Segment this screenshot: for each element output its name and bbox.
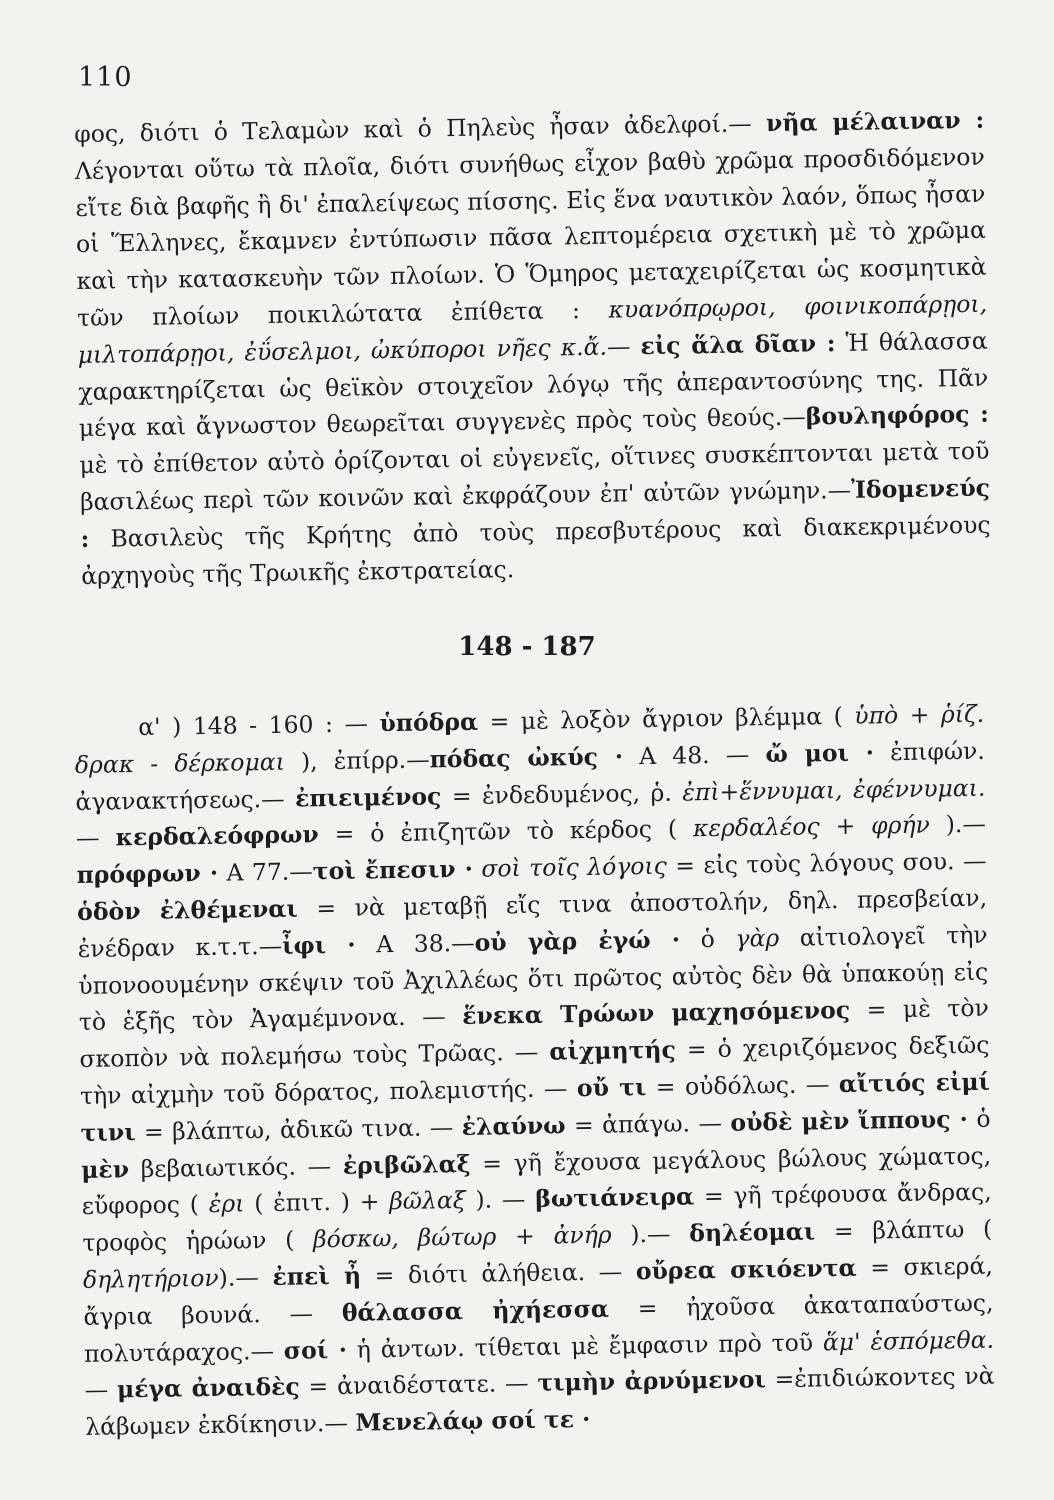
lemma: αἰχμητής <box>549 1035 677 1066</box>
text-run: = βλάπτω ( <box>833 1214 993 1246</box>
text-run: = μὲ τὸν σκοπὸν νὰ πολεμήσω τοὺς Τρῶας. — <box>79 994 989 1074</box>
lemma: σοί · <box>283 1335 348 1365</box>
text-run: ἡ ἀντων. τίθεται μὲ ἔμφασιν πρὸ τοῦ <box>356 1328 814 1364</box>
lemma: πρόφρων · <box>76 858 219 890</box>
text-run: — <box>75 824 100 853</box>
text-run: = ὁ χειριζόμενος δεξιῶς τὴν αἰχμὴν τοῦ δόρατος, πολεμιστής. — <box>79 1030 990 1110</box>
lemma: οὔρεα σκιόεντα <box>635 1253 857 1286</box>
text-run: = διότι ἀλήθεια. — <box>374 1257 623 1290</box>
text-run: Λέγονται οὕτω τὰ πλοῖα, διότι συνήθως εἶχον βαθὺ χρῶμα προσδιδόμενον εἴτε διὰ βαφῆς ἢ δι' ἐπαλείψεως πίσσης. Εἰς ἕνα ναυτικὸν λαόν, ὅπως ἦσαν οἱ Ἕλληνες, ἔκαμνεν ἐντύπωσιν πᾶσα λεπτομέρεια σχετικὴ μὲ τὸ χρῶμα καὶ τὴν κατασκευὴν τῶν πλοίων. Ὁ Ὅμηρος μεταχειρίζεται ὡς κοσμητικὰ τῶν πλοίων ποικιλώτατα ἐπίθετα : <box>74 142 987 332</box>
italic-run: κερδαλέος + φρήν <box>692 810 931 843</box>
text-run: = εἰς τοὺς λόγους σου. — <box>675 846 987 880</box>
text-run: = ἀναιδέστατε. — <box>308 1369 529 1401</box>
text-run: =ἐπιδιώκοντες νὰ λάβωμεν ἐκδίκησιν.— <box>85 1361 995 1442</box>
lemma: δηλέομαι <box>689 1217 816 1248</box>
lemma: μέγα ἀναιδὲς <box>116 1372 300 1404</box>
text-run: αἰτιολογεῖ τὴν ὑπονοουμένην σκέψιν τοῦ Ἀχιλλέως ὅτι πρῶτος αὐτὸς δὲν θὰ ὑπακούῃ εἰς τὸ ἑξῆς τὸν Ἀγαμέμνονα. — <box>78 920 989 1037</box>
text-run: α' ) 148 - 160 : — <box>138 709 369 741</box>
text-run: ).— <box>630 1219 671 1249</box>
text-run: = ἐνδεδυμένος, ῥ. <box>451 778 673 810</box>
text-run: — <box>84 1375 109 1405</box>
text-run: Α 38.— <box>375 928 475 959</box>
text-run: ). — <box>475 1185 526 1215</box>
text-run: = γῆ τρέφουσα ἄνδρας, τροφὸς ἡρώων ( <box>82 1178 992 1258</box>
italic-run: ἐρι <box>208 1189 245 1219</box>
text-run: μὲ τὸ ἐπίθετον αὐτὸ ὁρίζονται οἱ εὐγενεῖς, οἵτινες συσκέπτονται μετὰ τοῦ βασιλέως περὶ τῶν κοινῶν καὶ ἐκφράζουν ἐπ' αὐτῶν γνώμην.— <box>79 436 990 516</box>
lemma: ὤ μοι · <box>765 738 875 768</box>
lemma: Μενελάῳ σοί τε · <box>355 1405 591 1437</box>
text-run: Α 77.— <box>226 857 313 887</box>
lemma: οὐ γὰρ ἐγώ · <box>474 925 681 957</box>
lemma: μὲν <box>80 1154 130 1184</box>
lemma: πόδας ὠκύς · <box>429 742 624 774</box>
lemma: ἐπεὶ ἦ <box>272 1261 362 1291</box>
lemma: οὐδὲ μὲν ἵππους · <box>730 1104 969 1137</box>
page-number: 110 <box>78 62 133 93</box>
text-run: ἐπιφών. ἀγανακτήσεως.— <box>75 736 985 816</box>
text-run: = σκιερά, ἄγρια βουνά. — <box>83 1251 994 1331</box>
text-run: Ἡ θάλασσα χαρακτηρίζεται ὡς θεϊκὸν στοιχεῖον λόγῳ τῆς ἀπεραντοσύνης της. Πᾶν μέγα καὶ ἄγνωστον θεωρεῖται συγγενὲς πρὸς τοὺς θεούς.— <box>78 326 989 443</box>
lemma: νῆα μέλαιναν : <box>765 105 985 138</box>
italic-run: ἅμ' ἑσπόμεθα. <box>822 1325 995 1356</box>
text-run: Α 48. — <box>638 740 750 770</box>
lemma: βωτιάνειρα <box>535 1182 695 1214</box>
lemma: Ἰδομενεύς : <box>80 473 991 553</box>
italic-run: βόσκω, βώτωρ + ἀνήρ <box>312 1220 612 1254</box>
section-heading: 148 - 187 <box>458 632 596 662</box>
lemma: ἶφι · <box>281 930 356 960</box>
italic-run: σοὶ τοῖς λόγοις <box>481 851 668 883</box>
lemma: οὔ τι <box>576 1073 647 1103</box>
text-run: ).— <box>945 810 987 839</box>
italic-run: βῶλαξ <box>388 1186 466 1216</box>
lemma: ἐριβῶλαξ <box>342 1149 471 1180</box>
text-run: = οὐδόλως. — <box>655 1070 830 1101</box>
text-run: Βασιλεὺς τῆς Κρήτης ἀπὸ τοὺς πρεσβυτέρους καὶ διακεκριμένους ἀρχηγοὺς τῆς Τρωικῆς ἐκστρατείας. <box>80 510 991 590</box>
lemma: αἴτιός εἰμί τινι <box>80 1067 991 1147</box>
text-run: φος, διότι ὁ Τελαμὼν καὶ ὁ Πηλεὺς ἦσαν ἀδελφοί.— <box>74 109 752 148</box>
italic-run: ὑπὸ + ῥίζ. δρακ - δέρκομαι <box>74 699 985 779</box>
text-run: ὁ <box>700 924 716 953</box>
text-run: = ὁ ἐπιζητῶν τὸ κέρδος ( <box>334 814 678 849</box>
commentary-paragraph-2 <box>74 696 995 1446</box>
commentary-paragraph-1 <box>74 102 991 595</box>
lemma: ἐλαύνω <box>461 1111 566 1141</box>
italic-run: δηλητήριον <box>82 1263 219 1294</box>
lemma: ἐπιειμένος <box>294 781 442 813</box>
text-run: = νὰ μεταβῇ εἴς τινα ἀποστολήν, δηλ. πρεσβείαν, ἐνέδραν κ.τ.τ.— <box>77 883 988 963</box>
italic-run: γὰρ <box>735 923 780 953</box>
lemma: θάλασσα ἠχήεσσα <box>341 1294 610 1327</box>
lemma: τιμὴν ἀρνύμενοι <box>537 1365 767 1398</box>
text-run: ), ἐπίρρ.— <box>300 745 430 776</box>
text-run: = ἀπάγω. — <box>573 1108 723 1139</box>
lemma: ὑπόδρα <box>379 707 479 738</box>
text-run: ( ἐπιτ. ) + <box>253 1187 380 1218</box>
text-run: = ἠχοῦσα ἀκαταπαύστως, πολυτάραχος.— <box>83 1288 994 1368</box>
lemma: βουληφόρος : <box>805 400 989 431</box>
text-run: = μὲ λοξὸν ἄγριον βλέμμα ( <box>489 701 844 736</box>
text-run: — <box>606 332 631 361</box>
lemma: κερδαλεόφρων <box>115 820 319 852</box>
lemma: ἕνεκα Τρώων μαχησόμενος <box>461 996 851 1031</box>
text-run: βεβαιωτικός. — <box>140 1151 332 1183</box>
italic-run: ἐπὶ+ἕννυμαι, ἐφέννυμαι. <box>682 773 986 807</box>
lemma: εἰς ἅλα δῖαν : <box>640 328 836 360</box>
italic-run: κυανόπρῳροι, φοινικοπάρῃοι, μιλτοπάρῃοι, ἐΰσελμοι, ὠκύποροι νῆες κ.ἄ. <box>77 289 988 369</box>
text-run: ὁ <box>976 1104 991 1133</box>
text-run: = βλάπτω, ἀδικῶ τινα. — <box>143 1112 454 1146</box>
text-run: = γῆ ἔχουσα μεγάλους βώλους χώματος, εὔφορος ( <box>81 1141 992 1221</box>
lemma: ὁδὸν ἐλθέμεναι <box>76 894 298 926</box>
lemma: τοὶ ἔπεσιν · <box>312 854 474 886</box>
text-run: ).— <box>218 1263 260 1292</box>
